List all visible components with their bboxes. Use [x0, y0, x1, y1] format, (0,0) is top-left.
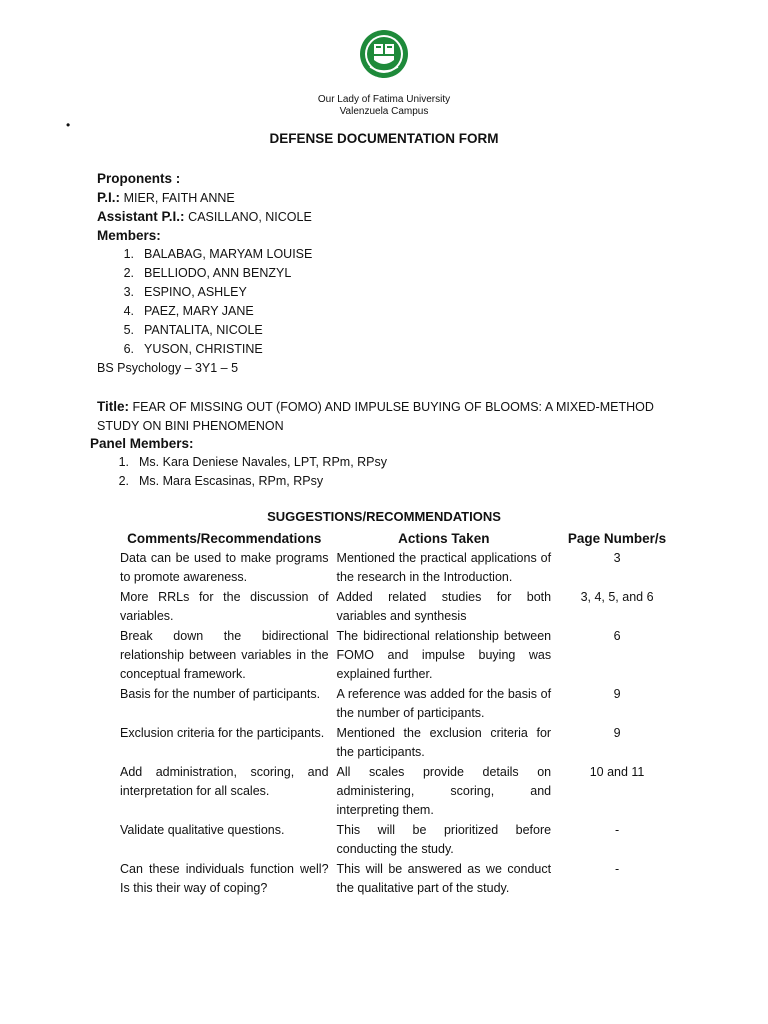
panel-members-list — [105, 453, 387, 491]
pi-name: MIER, FAITH ANNE — [123, 191, 235, 205]
table-row: More RRLs for the discussion of variables. Added related studies for both variables and synthesis 3, 4, 5, and 6 — [120, 590, 654, 623]
form-title: DEFENSE DOCUMENTATION FORM — [269, 131, 499, 146]
table-row: Exclusion criteria for the participants. Mentioned the exclusion criteria for the participants. 9 — [120, 726, 621, 759]
members-label: Members: — [97, 228, 161, 243]
list-item: 2. BELLIODO, ANN BENZYL — [123, 266, 292, 280]
suggestions-heading: SUGGESTIONS/RECOMMENDATIONS — [267, 509, 501, 524]
members-list — [110, 245, 312, 359]
title-label: Title: — [97, 399, 130, 414]
list-item: 3. ESPINO, ASHLEY — [123, 285, 247, 299]
table-row: Break down the bidirectional relationship between variables in the conceptual framework. The bidirectional relationship between FOMO and impulse buying was explained further. 6 — [120, 629, 621, 681]
pi-label: P.I.: — [97, 190, 121, 205]
university-seal-icon — [359, 29, 409, 79]
list-item: 2. Ms. Mara Escasinas, RPm, RPsy — [118, 474, 324, 488]
table-row: Can these individuals function well? Is this their way of coping? This will be answered as we conduct the qualitative part of the study. - — [120, 862, 620, 895]
column-header-comments: Comments/Recommendations — [127, 531, 322, 546]
table-row: Add administration, scoring, and interpretation for all scales. All scales provide details on administering, scoring, and interpreting them. 10 and 11 — [120, 765, 645, 817]
column-header-pages: Page Number/s — [567, 531, 667, 546]
table-header-row — [116, 528, 679, 549]
program-section: BS Psychology – 3Y1 – 5 — [97, 361, 239, 375]
assistant-pi-name: CASILLANO, NICOLE — [188, 210, 312, 224]
study-title — [97, 397, 677, 436]
proponents-label: Proponents : — [97, 171, 181, 186]
panel-members-label: Panel Members: — [90, 436, 194, 451]
table-row: Data can be used to make programs to promote awareness. Mentioned the practical applications of the research in the Introduction. 3 — [120, 551, 621, 584]
table-row: Validate qualitative questions. This will be prioritized before conducting the study. - — [120, 823, 620, 856]
campus-name: Valenzuela Campus — [339, 106, 429, 117]
column-header-actions: Actions Taken — [398, 531, 490, 546]
list-item: 1. BALABAG, MARYAM LOUISE — [123, 247, 313, 261]
assistant-pi-line — [97, 207, 312, 227]
suggestions-table — [116, 528, 679, 899]
title-text: FEAR OF MISSING OUT (FOMO) AND IMPULSE BUYING OF BLOOMS: A MIXED-METHOD STUDY ON BINI PHENOMENON — [97, 400, 654, 433]
stray-bullet: • — [66, 118, 71, 132]
assistant-pi-label: Assistant P.I.: — [97, 209, 185, 224]
table-row: Basis for the number of participants. A reference was added for the basis of the number of participants. 9 — [120, 687, 621, 720]
list-item: 1. Ms. Kara Deniese Navales, LPT, RPm, RPsy — [118, 455, 387, 469]
list-item: 4. PAEZ, MARY JANE — [123, 304, 254, 318]
list-item: 6. YUSON, CHRISTINE — [123, 342, 263, 356]
pi-line — [97, 188, 235, 208]
university-name: Our Lady of Fatima University — [317, 94, 451, 105]
list-item: 5. PANTALITA, NICOLE — [123, 323, 263, 337]
